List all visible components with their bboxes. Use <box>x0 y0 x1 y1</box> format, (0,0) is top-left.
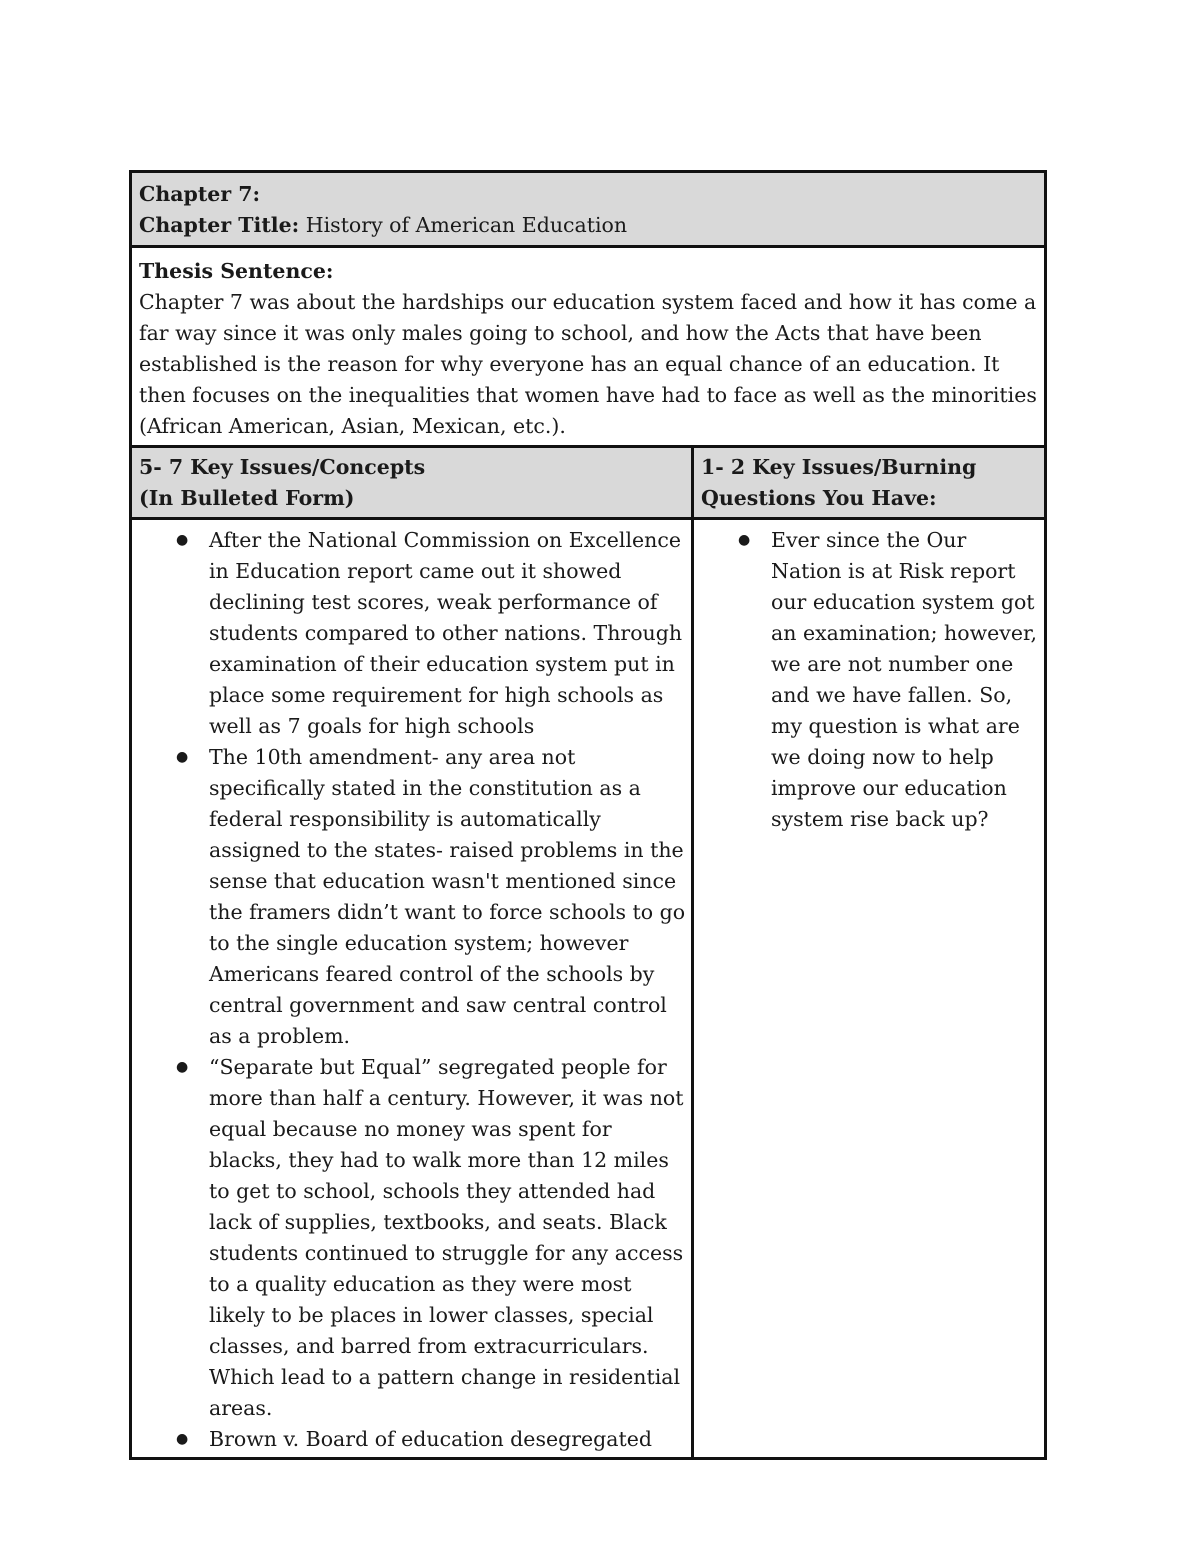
chapter-title-label: Chapter Title: <box>139 213 300 237</box>
key-issues-heading-line2: (In Bulleted Form) <box>139 486 355 510</box>
question-item: ● Ever since the Our Nation is at Risk report our education system got an examination; however, we are not number one and we have fallen. So, my question is what are we doing now to help improve our education system rise back up? <box>694 525 1040 835</box>
questions-cell <box>693 519 1046 1459</box>
key-issue-item: ● Brown v. Board of education desegregated <box>132 1424 687 1455</box>
thesis-label: Thesis Sentence: <box>139 259 334 283</box>
key-issues-list <box>132 525 687 1455</box>
chapter-header-cell <box>131 172 1046 247</box>
chapter-number <box>139 179 1038 210</box>
thesis-text: Chapter 7 was about the hardships our education system faced and how it has come a far way since it was only males going to school, and how the Acts that have been established is the reason for why everyone has an equal chance of an education. It then focuses on the inequalities that women have had to face as well as the minorities (African American, Asian, Mexican, etc.). <box>139 290 1037 438</box>
key-issues-heading-cell <box>131 447 693 519</box>
questions-heading-line1: 1- 2 Key Issues/Burning <box>701 455 977 479</box>
key-issues-heading-line1: 5- 7 Key Issues/Concepts <box>139 455 426 479</box>
key-issue-item: ● “Separate but Equal” segregated people for more than half a century. However, it was not equal because no money was spent for blacks, they had to walk more than 12 miles to get to school, schools they attended had lack of supplies, textbooks, and seats. Black students continued to struggle for any access to a quality education as they were most likely to be places in lower classes, special classes, and barred from extracurriculars. Which lead to a pattern change in residential areas. <box>132 1052 687 1424</box>
chapter-notes-table <box>129 170 1047 1460</box>
chapter-title-value: History of American Education <box>305 213 628 237</box>
key-issue-item: ● After the National Commission on Excellence in Education report came out it showed declining test scores, weak performance of students compared to other nations. Through examination of their education system put in place some requirement for high schools as well as 7 goals for high schools <box>132 525 687 742</box>
chapter-label: Chapter 7: <box>139 182 261 206</box>
questions-heading-line2: Questions You Have: <box>701 486 937 510</box>
chapter-title-line <box>139 210 1038 241</box>
key-issue-item: ● The 10th amendment- any area not specifically stated in the constitution as a federal responsibility is automatically assigned to the states- raised problems in the sense that education wasn't mentioned since the framers didn’t want to force schools to go to the single education system; however Americans feared control of the schools by central government and saw central control as a problem. <box>132 742 687 1052</box>
key-issues-cell <box>131 519 693 1459</box>
questions-list <box>694 525 1040 835</box>
questions-heading-cell <box>693 447 1046 519</box>
thesis-cell <box>131 247 1046 447</box>
